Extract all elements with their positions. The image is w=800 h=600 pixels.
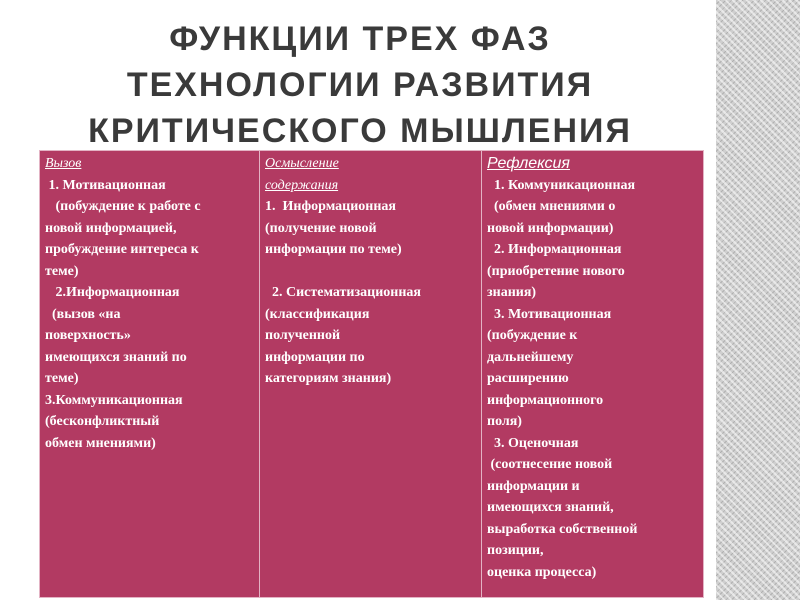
cell-line: (побуждение к работе с	[45, 199, 201, 214]
cell-line: дальнейшему	[487, 349, 574, 365]
cell-line: оценка процесса)	[487, 564, 597, 580]
decorative-side-pattern	[716, 0, 800, 600]
cell-line: 2. Систематизационная	[265, 285, 421, 300]
cell-line: теме)	[45, 263, 79, 279]
cell-line	[265, 261, 477, 283]
cell-line: расширению	[487, 371, 569, 386]
cell-line: обмен мнениями)	[45, 435, 156, 451]
cell-line: 3.Коммуникационная	[45, 392, 183, 408]
cell-line: информации по	[265, 349, 365, 365]
cell-line: (приобретение нового	[487, 263, 625, 279]
cell-line: новой информацией,	[45, 220, 177, 236]
cell-line: имеющихся знаний,	[487, 500, 614, 515]
column-comprehension	[260, 151, 482, 598]
cell-line: полученной	[265, 328, 341, 343]
cell-line: пробуждение интереса к	[45, 242, 199, 257]
column-heading-challenge: Вызов	[45, 156, 82, 171]
column-heading-comprehension: Осмысление	[265, 156, 339, 171]
cell-line: знания)	[487, 285, 537, 300]
cell-line: 3. Мотивационная	[487, 306, 612, 322]
cell-line: поля)	[487, 414, 522, 429]
cell-line: 1. Мотивационная	[45, 177, 166, 193]
cell-line: позиции,	[487, 543, 544, 558]
column-heading-comprehension: содержания	[265, 177, 339, 193]
cell-line: (бесконфликтный	[45, 414, 160, 429]
cell-line: категориям знания)	[265, 371, 392, 386]
column-challenge	[40, 151, 260, 598]
title-line: ФУНКЦИИ ТРЕХ ФАЗ	[169, 20, 551, 58]
slide-title	[40, 16, 680, 154]
cell-line: (обмен мнениями о	[487, 199, 616, 214]
cell-line: 1. Информационная	[265, 199, 396, 214]
cell-line: 3. Оценочная	[487, 435, 579, 451]
column-reflection	[482, 151, 704, 598]
cell-line: (получение новой	[265, 220, 377, 236]
cell-line: выработка собственной	[487, 521, 638, 537]
cell-line: (побуждение к	[487, 328, 578, 343]
cell-line: имеющихся знаний по	[45, 349, 187, 365]
cell-line: информационного	[487, 392, 604, 408]
cell-line: поверхность»	[45, 328, 131, 343]
cell-line: 2. Информационная	[487, 242, 622, 257]
cell-line: 1. Коммуникационная	[487, 177, 636, 193]
cell-line: 2.Информационная	[45, 285, 180, 300]
title-line: КРИТИЧЕСКОГО МЫШЛЕНИЯ	[88, 112, 632, 150]
cell-line: (вызов «на	[45, 306, 121, 322]
table-row	[40, 151, 704, 598]
cell-line: новой информации)	[487, 220, 614, 236]
phases-table	[39, 150, 704, 598]
title-line: ТЕХНОЛОГИИ РАЗВИТИЯ	[126, 66, 594, 104]
cell-line: (соотнесение новой	[487, 457, 613, 472]
cell-line: информации по теме)	[265, 242, 402, 257]
column-heading-reflection: Рефлексия	[487, 155, 570, 172]
cell-line: теме)	[45, 371, 79, 386]
cell-line: информации и	[487, 478, 580, 494]
cell-line: (классификация	[265, 306, 370, 322]
